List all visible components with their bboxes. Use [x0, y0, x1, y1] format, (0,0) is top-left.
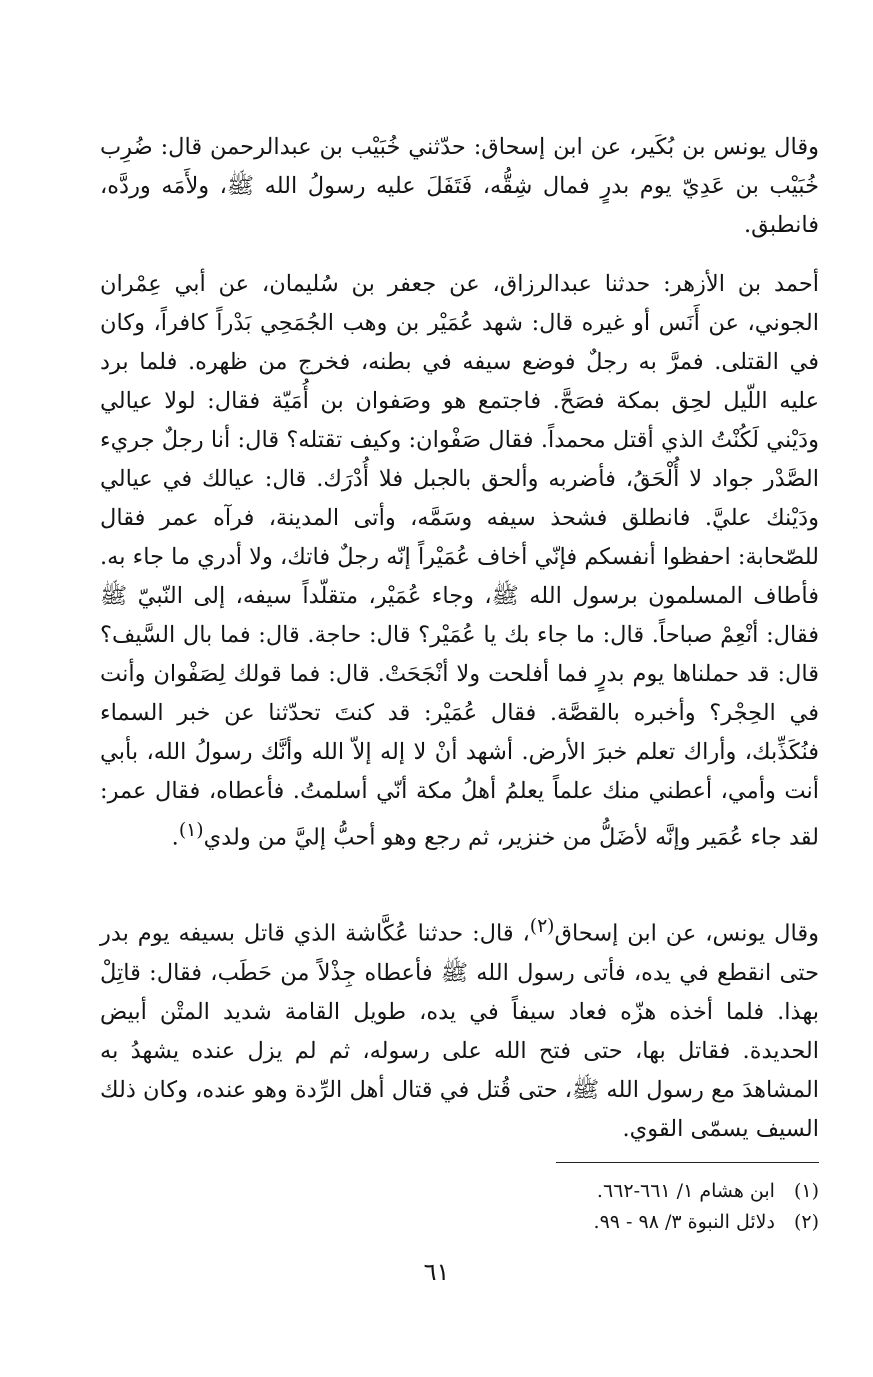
paragraph-ukkasha — [100, 907, 819, 1149]
paragraph-umayr-text: أحمد بن الأزهر: حدثنا عبدالرزاق، عن جعفر بن سُليمان، عن أبي عِمْران الجوني، عن أَنَس أو غيره قال: شهد عُمَيْر بن وهب الجُمَحِي بَدْراً كافراً، وكان في القتلى. فمرَّ به رجلٌ فوضع سيفه في بطنه، فخرج من ظهره. فلما برد عليه اللّيل لحِق بمكة فصَحَّ. فاجتمع هو وصَفوان بن أُمَيّة فقال: لولا عيالي ودَيْني لَكُنْتُ الذي أقتل محمداً. فقال صَفْوان: وكيف تقتله؟ قال: أنا رجلٌ جريء الصَّدْر جواد لا أُلْحَقُ، فأضربه وألحق بالجبل فلا أُدْرَك. قال: عيالك في عيالي ودَيْنك عليَّ. فانطلق فشحذ سيفه وسَمَّه، وأتى المدينة، فرآه عمر فقال للصّحابة: احفظوا أنفسكم فإنّي أخاف عُمَيْراً إنّه رجلٌ فاتك، ولا أدري ما جاء به. فأطاف المسلمون برسول الله ﷺ، وجاء عُمَيْر، متقلّداً سيفه، إلى النّبيّ ﷺ فقال: أنْعِمْ صباحاً. قال: ما جاء بك يا عُمَيْر؟ قال: حاجة. قال: فما بال السَّيف؟ قال: قد حملناها يوم بدرٍ فما أفلحت ولا أنْجَحَتْ. قال: فما قولك لِصَفْوان وأنت في الحِجْر؟ وأخبره بالقصَّة. فقال عُمَيْر: قد كنتَ تحدّثنا عن خبر السماء فنُكَذِّبك، وأراك تعلم خبرَ الأرض. أشهد أنْ لا إله إلاّ الله وأنَّك رسولُ الله، بأبي أنت وأمي، أعطني منك علماً يعلمُ أهلُ مكة أنّي أسلمتُ. فأعطاه، فقال عمر: لقد جاء عُمَير وإنَّه لأضَلُّ من خنزير، ثم رجع وهو أحبُّ إليَّ من ولدي — [100, 271, 819, 851]
footnote-ref-1: (١) — [178, 820, 204, 841]
footnote-2-marker: (٢) — [793, 1211, 819, 1233]
footnotes — [369, 1176, 819, 1238]
paragraph-ukkasha-start: وقال يونس، عن ابن إسحاق — [554, 920, 820, 947]
footnote-1-marker: (١) — [793, 1180, 819, 1202]
footnote-2-text: دلائل النبوة ٣/ ٩٨ - ٩٩. — [593, 1211, 775, 1233]
paragraph-umayr — [100, 265, 819, 858]
footnote-ref-2: (٢) — [529, 916, 555, 937]
footnote-2 — [369, 1207, 819, 1238]
paragraph-khubayb: وقال يونس بن بُكَير، عن ابن إسحاق: حدّثني خُبَيْب بن عبدالرحمن قال: ضُرِب خُبَيْب بن عَدِيّ يوم بدرٍ فمال شِقُّه، فَتَفَلَ عليه رسولُ الله ﷺ، ولأَمَه وردَّه، فانطبق. — [100, 134, 819, 238]
footnote-divider — [556, 1162, 819, 1163]
paragraph-umayr-end: . — [171, 824, 179, 851]
paragraph-ukkasha-rest: ، قال: حدثنا عُكَّاشة الذي قاتل بسيفه يوم بدر حتى انقطع في يده، فأتى رسول الله ﷺ فأعطاه جِذْلاً من حَطَب، فقال: قاتِلْ بهذا. فلما أخذه هزّه فعاد سيفاً في يده، طويل القامة شديد المتْن أبيض الحديدة. فقاتل بها، حتى فتح الله على رسوله، ثم لم يزل عنده يشهدُ به المشاهدَ مع رسول الله ﷺ، حتى قُتل في قتال أهل الرِّدة وهو عنده، وكان ذلك السيف يسمّى القوي. — [100, 920, 819, 1142]
footnote-1 — [369, 1176, 819, 1207]
footnote-1-text: ابن هشام ١/ ٦٦١-٦٦٢. — [596, 1180, 775, 1202]
page-number: ٦١ — [423, 1258, 450, 1286]
